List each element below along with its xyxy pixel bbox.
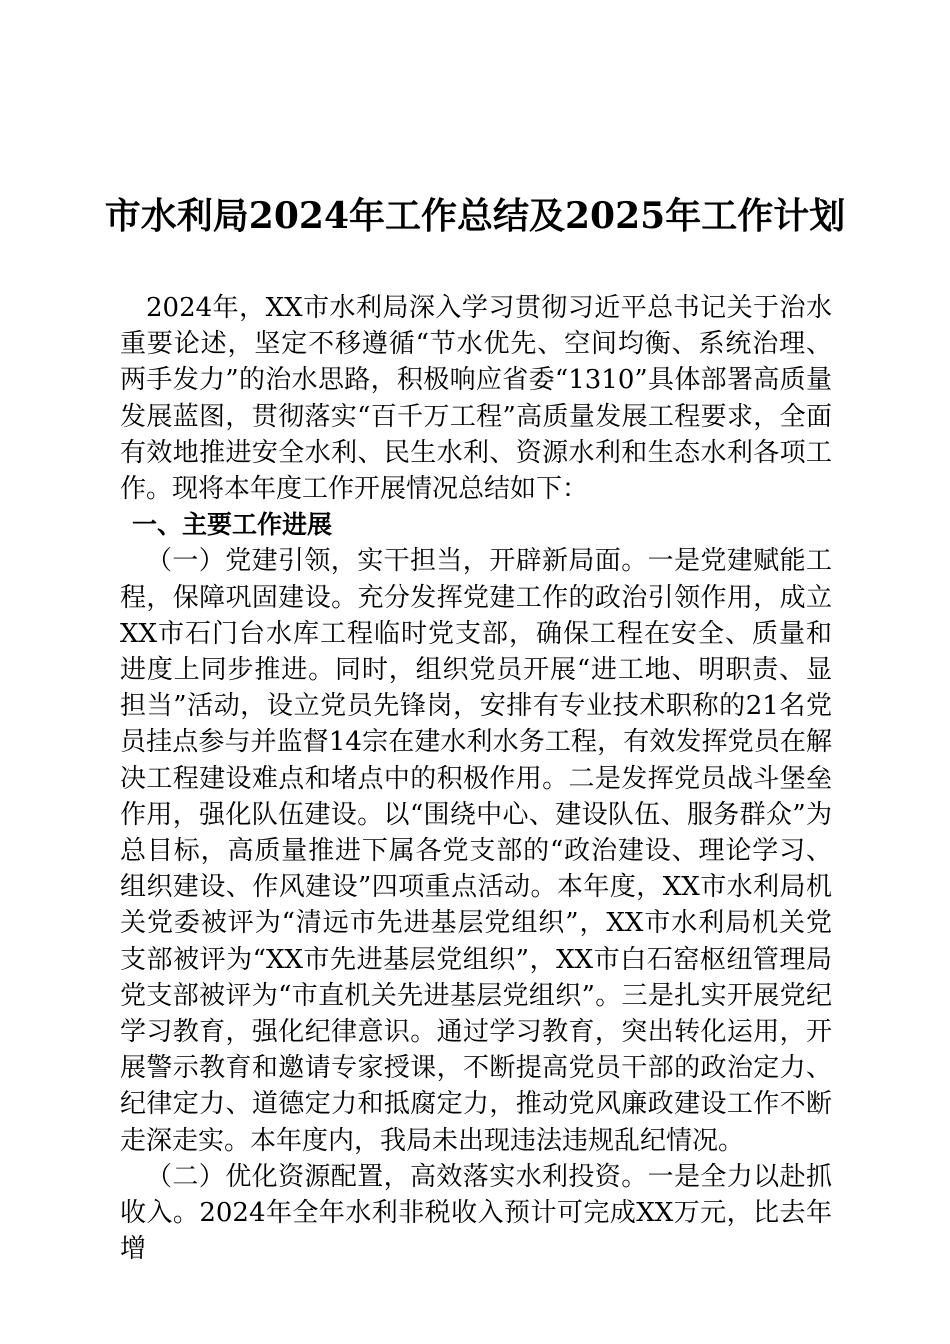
section-heading-main-progress: 一、主要工作进展: [132, 510, 333, 540]
intro-paragraph: 2024年，XX市水利局深入学习贯彻习近平总书记关于治水重要论述，坚定不移遵循“节水优先、空间均衡、系统治理、两手发力”的治水思路，积极响应省委“1310”具体部署高质量发展蓝图，贯彻落实“百千万工程”高质量发展工程要求，全面有效地推进安全水利、民生水利、资源水利和生态水利各项工作。现将本年度工作开展情况总结如下：: [120, 293, 832, 505]
document-body: [120, 290, 832, 1267]
paragraph-resource-allocation: （二）优化资源配置，高效落实水利投资。一是全力以赴抓收入。2024年全年水利非税收入预计可完成XX万元，比去年增: [120, 1161, 832, 1265]
paragraph-party-building: （一）党建引领，实干担当，开辟新局面。一是党建赋能工程，保障巩固建设。充分发挥党建工作的政治引领作用，成立XX市石门台水库工程临时党支部，确保工程在安全、质量和进度上同步推进。同时，组织党员开展“进工地、明职责、显担当”活动，设立党员先锋岗，安排有专业技术职称的21名党员挂点参与并监督14宗在建水利水务工程，有效发挥党员在解决工程建设难点和堵点中的积极作用。二是发挥党员战斗堡垒作用，强化队伍建设。以“围绕中心、建设队伍、服务群众”为总目标，高质量推进下属各党支部的“政治建设、理论学习、组织建设、作风建设”四项重点活动。本年度，XX市水利局机关党委被评为“清远市先进基层党组织”，XX市水利局机关党支部被评为“XX市先进基层党组织”，XX市白石窑枢纽管理局党支部被评为“市直机关先进基层党组织”。三是扎实开展党纪学习教育，强化纪律意识。通过学习教育，突出转化运用，开展警示教育和邀请专家授课，不断提高党员干部的政治定力、纪律定力、道德定力和抵腐定力，推动党风廉政建设工作不断走深走实。本年度内，我局未出现违法违规乱纪情况。: [120, 546, 832, 1156]
document-title: 市水利局2024年工作总结及2025年工作计划: [104, 195, 846, 238]
